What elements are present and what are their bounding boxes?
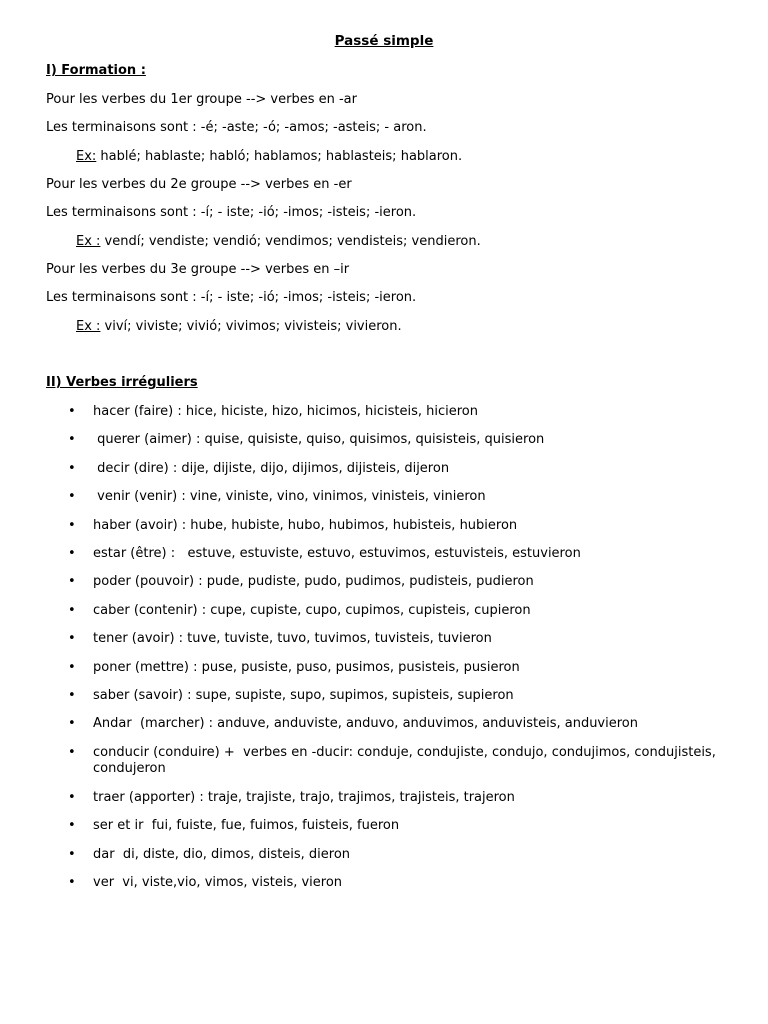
list-item-text: saber (savoir) : supe, supiste, supo, supimos, supisteis, supieron (93, 688, 514, 703)
group2-example (76, 234, 481, 250)
example-text: viví; viviste; vivió; vivimos; vivisteis; vivieron. (100, 319, 402, 334)
list-item-text: traer (apporter) : traje, trajiste, trajo, trajimos, trajisteis, trajeron (93, 790, 515, 805)
group3-example (76, 319, 402, 335)
list-item (68, 432, 728, 448)
group2-endings: Les terminaisons sont : -í; - iste; -ió; -imos; -isteis; -ieron. (46, 205, 417, 220)
section-formation-heading: I) Formation : (46, 63, 146, 78)
bullet-icon: • (68, 660, 76, 675)
page-title: Passé simple (334, 33, 434, 49)
group1-example (76, 149, 462, 165)
list-item-text: ver vi, viste,vio, vimos, visteis, vieron (93, 875, 343, 890)
list-item (68, 790, 728, 806)
example-label: Ex : (76, 319, 101, 334)
bullet-icon: • (68, 847, 76, 862)
list-item (68, 745, 728, 777)
list-item (68, 847, 728, 863)
bullet-icon: • (68, 432, 76, 447)
bullet-icon: • (68, 790, 76, 805)
example-text: hablé; hablaste; habló; hablamos; hablasteis; hablaron. (96, 149, 463, 164)
bullet-icon: • (68, 574, 76, 589)
bullet-icon: • (68, 546, 76, 561)
list-item-text: haber (avoir) : hube, hubiste, hubo, hubimos, hubisteis, hubieron (93, 518, 518, 533)
list-item-text: poder (pouvoir) : pude, pudiste, pudo, pudimos, pudisteis, pudieron (93, 574, 534, 589)
list-item-text: estar (être) : estuve, estuviste, estuvo, estuvimos, estuvisteis, estuvieron (93, 546, 581, 561)
bullet-icon: • (68, 518, 76, 533)
bullet-icon: • (68, 461, 76, 476)
bullet-icon: • (68, 404, 76, 419)
list-item (68, 716, 728, 732)
list-item-text: caber (contenir) : cupe, cupiste, cupo, cupimos, cupisteis, cupieron (93, 603, 531, 618)
example-label: Ex : (76, 234, 101, 249)
bullet-icon: • (68, 489, 76, 504)
bullet-icon: • (68, 631, 76, 646)
group3-endings: Les terminaisons sont : -í; - iste; -ió; -imos; -isteis; -ieron. (46, 290, 417, 305)
group2-intro: Pour les verbes du 2e groupe --> verbes en -er (46, 177, 352, 192)
bullet-icon: • (68, 745, 76, 760)
list-item-text: conducir (conduire) + verbes en -ducir: conduje, condujiste, condujo, condujimos, condujisteis, condujeron (93, 745, 720, 776)
bullet-icon: • (68, 875, 76, 890)
list-item-text: dar di, diste, dio, dimos, disteis, dieron (93, 847, 351, 862)
group1-endings: Les terminaisons sont : -é; -aste; -ó; -amos; -asteis; - aron. (46, 120, 427, 135)
example-label: Ex: (76, 149, 97, 164)
bullet-icon: • (68, 603, 76, 618)
list-item (68, 688, 728, 704)
bullet-icon: • (68, 818, 76, 833)
list-item (68, 660, 728, 676)
bullet-icon: • (68, 688, 76, 703)
list-item (68, 603, 728, 619)
list-item-text: tener (avoir) : tuve, tuviste, tuvo, tuvimos, tuvisteis, tuvieron (93, 631, 492, 646)
list-item-text: ser et ir fui, fuiste, fue, fuimos, fuisteis, fueron (93, 818, 400, 833)
list-item (68, 489, 728, 505)
group1-intro: Pour les verbes du 1er groupe --> verbes en -ar (46, 92, 357, 107)
list-item (68, 461, 728, 477)
list-item (68, 631, 728, 647)
bullet-icon: • (68, 716, 76, 731)
section-irregular-heading: II) Verbes irréguliers (46, 375, 198, 390)
list-item (68, 518, 728, 534)
list-item-text: venir (venir) : vine, viniste, vino, vinimos, vinisteis, vinieron (93, 489, 486, 504)
list-item-text: Andar (marcher) : anduve, anduviste, anduvo, anduvimos, anduvisteis, anduvieron (93, 716, 638, 731)
list-item-text: poner (mettre) : puse, pusiste, puso, pusimos, pusisteis, pusieron (93, 660, 520, 675)
example-text: vendí; vendiste; vendió; vendimos; vendisteis; vendieron. (100, 234, 481, 249)
list-item (68, 818, 728, 834)
list-item (68, 404, 728, 420)
list-item-text: hacer (faire) : hice, hiciste, hizo, hicimos, hicisteis, hicieron (93, 404, 478, 419)
list-item (68, 546, 728, 562)
list-item (68, 574, 728, 590)
list-item-text: querer (aimer) : quise, quisiste, quiso, quisimos, quisisteis, quisieron (93, 432, 545, 447)
list-item (68, 875, 728, 891)
group3-intro: Pour les verbes du 3e groupe --> verbes en –ir (46, 262, 350, 277)
list-item-text: decir (dire) : dije, dijiste, dijo, dijimos, dijisteis, dijeron (93, 461, 450, 476)
